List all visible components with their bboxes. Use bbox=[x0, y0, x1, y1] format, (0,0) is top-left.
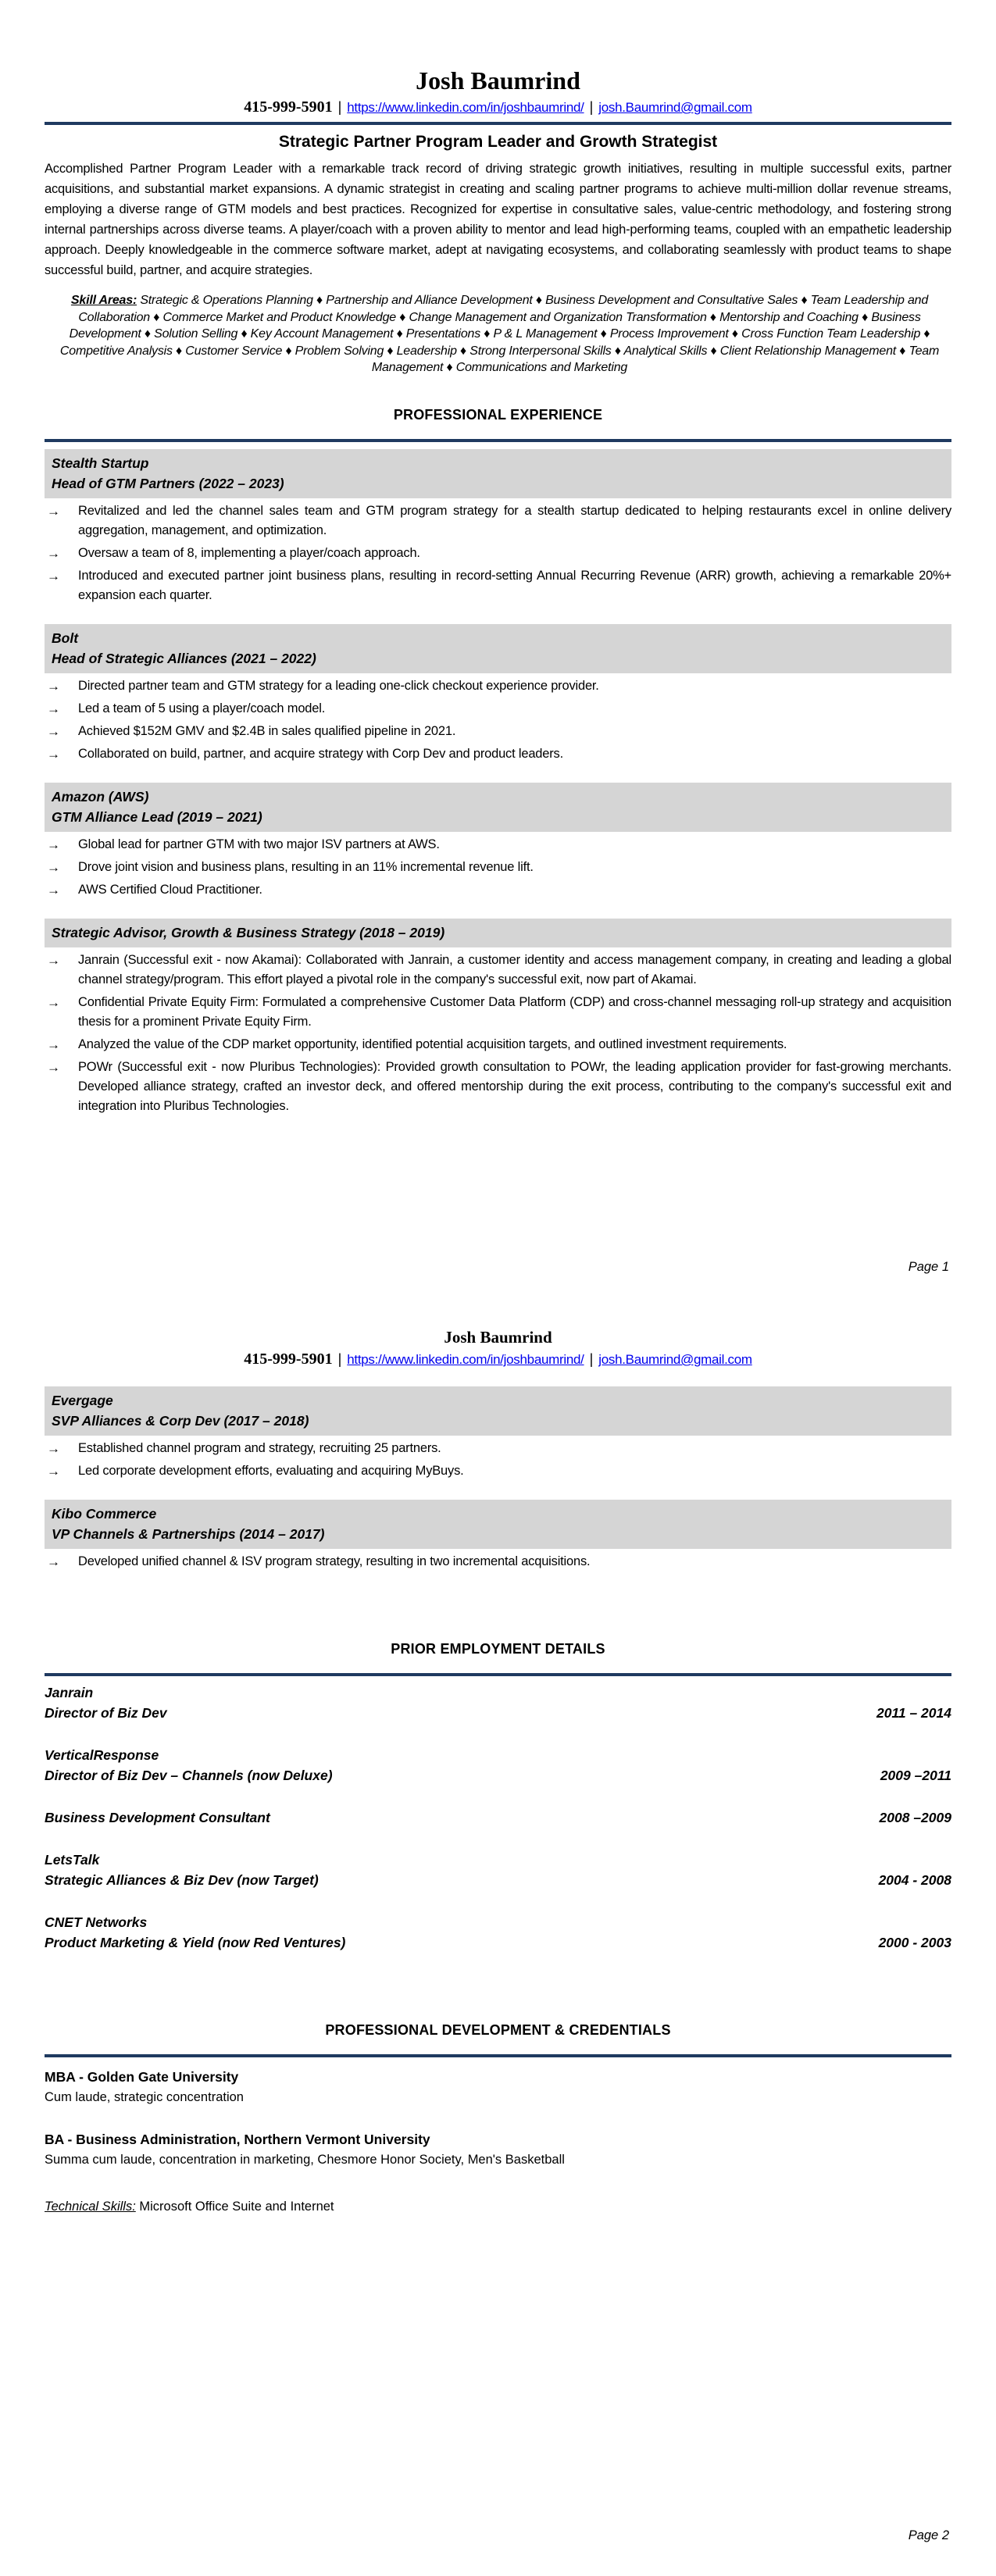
technical-skills-text: Microsoft Office Suite and Internet bbox=[135, 2200, 334, 2214]
bullet-text: POWr (Successful exit - now Pluribus Technologies): Provided growth consultation to POWr, the leading application provider for fast-growing merchants. Developed alliance strategy, crafted an investor deck, and offered mentorship during the exit process, contributing to the company's successful exit and integration into Pluribus Technologies. bbox=[78, 1059, 951, 1113]
bullet-item bbox=[45, 501, 951, 541]
job-role: Strategic Advisor, Growth & Business Strategy (2018 – 2019) bbox=[52, 924, 445, 940]
section-heading-prior-employment: PRIOR EMPLOYMENT DETAILS bbox=[391, 1641, 605, 1657]
phone-number: 415-999-5901 bbox=[244, 98, 333, 116]
bullet-item bbox=[45, 722, 951, 741]
arrow-bullet-icon: → bbox=[47, 952, 60, 968]
contact-line bbox=[45, 98, 951, 117]
bullet-item bbox=[45, 744, 951, 764]
job-role: GTM Alliance Lead (2019 – 2021) bbox=[52, 808, 262, 825]
contact-line bbox=[45, 1350, 951, 1369]
arrow-bullet-icon: → bbox=[47, 1441, 60, 1456]
bullet-text: Oversaw a team of 8, implementing a player/coach approach. bbox=[78, 545, 420, 560]
bullet-text: Confidential Private Equity Firm: Formulated a comprehensive Customer Data Platform (CDP) and cross-channel messaging roll-up strategy and acquisition thesis for a prominent Private Equity Firm. bbox=[78, 994, 951, 1029]
technical-skills-line bbox=[45, 2196, 951, 2217]
skill-areas-paragraph bbox=[55, 292, 944, 376]
prior-job-cnet-networks bbox=[45, 1912, 951, 1953]
section-heading-professional-experience: PROFESSIONAL EXPERIENCE bbox=[393, 406, 603, 423]
technical-skills-label: Technical Skills: bbox=[45, 2200, 136, 2214]
bullet-text: Drove joint vision and business plans, resulting in an 11% incremental revenue lift. bbox=[78, 859, 534, 874]
bullet-item bbox=[45, 858, 951, 877]
page-number: Page 1 bbox=[908, 1260, 949, 1274]
linkedin-link[interactable]: https://www.linkedin.com/in/joshbaumrind/ bbox=[347, 100, 584, 115]
arrow-bullet-icon: → bbox=[47, 994, 60, 1010]
bullet-text: Collaborated on build, partner, and acquire strategy with Corp Dev and product leaders. bbox=[78, 746, 563, 761]
job-header bbox=[45, 919, 951, 947]
arrow-bullet-icon: → bbox=[47, 678, 60, 694]
prior-dates: 2009 –2011 bbox=[880, 1768, 951, 1783]
section-heading-credentials: PROFESSIONAL DEVELOPMENT & CREDENTIALS bbox=[325, 2022, 671, 2038]
job-header bbox=[45, 783, 951, 832]
prior-company: VerticalResponse bbox=[45, 1747, 159, 1763]
bullet-text: Achieved $152M GMV and $2.4B in sales qualified pipeline in 2021. bbox=[78, 723, 456, 738]
arrow-bullet-icon: → bbox=[47, 1036, 60, 1052]
prior-role: Strategic Alliances & Biz Dev (now Target) bbox=[45, 1872, 319, 1888]
linkedin-link[interactable]: https://www.linkedin.com/in/joshbaumrind/ bbox=[347, 1352, 584, 1367]
arrow-bullet-icon: → bbox=[47, 837, 60, 852]
resume-name: Josh Baumrind bbox=[416, 66, 580, 95]
prior-dates: 2011 – 2014 bbox=[876, 1705, 951, 1721]
prior-role: Director of Biz Dev – Channels (now Deluxe) bbox=[45, 1768, 333, 1783]
resume-title: Strategic Partner Program Leader and Growth Strategist bbox=[278, 133, 718, 151]
degree-title: MBA - Golden Gate University bbox=[45, 2069, 239, 2085]
separator: | bbox=[337, 1351, 342, 1367]
prior-role: Director of Biz Dev bbox=[45, 1705, 167, 1721]
bullet-text: AWS Certified Cloud Practitioner. bbox=[78, 882, 262, 897]
separator: | bbox=[589, 99, 594, 115]
prior-job-janrain bbox=[45, 1682, 951, 1723]
bullet-item bbox=[45, 1461, 951, 1481]
arrow-bullet-icon: → bbox=[47, 701, 60, 716]
arrow-bullet-icon: → bbox=[47, 746, 60, 762]
page-number: Page 2 bbox=[908, 2528, 949, 2542]
arrow-bullet-icon: → bbox=[47, 503, 60, 519]
separator: | bbox=[589, 1351, 594, 1367]
summary-paragraph: Accomplished Partner Program Leader with a remarkable track record of driving strategic growth initiatives, resulting in multiple successful exits, partner acquisitions, and substantial market expansions. A dynamic strategist in creating and scaling partner programs to achieve multi-million dollar revenue streams, employing a diverse range of GTM models and best practices. Recognized for expertise in consultative sales, value-centric methodology, and fostering strong internal partnerships across diverse teams. A player/coach with a proven ability to mentor and lead high-performing teams, coupled with an empathetic leadership approach. Deeply knowledgeable in the commerce software market, adept at navigating ecosystems, and collaborating seamlessly with product teams to shape successful build, partner, and acquire strategies. bbox=[45, 162, 951, 277]
section-divider bbox=[45, 2054, 951, 2057]
bullet-item bbox=[45, 544, 951, 563]
arrow-bullet-icon: → bbox=[47, 1464, 60, 1479]
job-role: SVP Alliances & Corp Dev (2017 – 2018) bbox=[52, 1413, 309, 1429]
bullet-text: Developed unified channel & ISV program strategy, resulting in two incremental acquisitions. bbox=[78, 1554, 591, 1568]
section-divider bbox=[45, 439, 951, 442]
arrow-bullet-icon: → bbox=[47, 882, 60, 897]
job-header bbox=[45, 449, 951, 498]
bullet-text: Introduced and executed partner joint business plans, resulting in record-setting Annual Recurring Revenue (ARR) growth, achieving a remarkable 20%+ expansion each quarter. bbox=[78, 568, 951, 602]
arrow-bullet-icon: → bbox=[47, 1554, 60, 1569]
bullet-text: Analyzed the value of the CDP market opportunity, identified potential acquisition targets, and outlined investment requirements. bbox=[78, 1036, 787, 1051]
job-stealth-startup bbox=[45, 449, 951, 605]
bullet-text: Directed partner team and GTM strategy for a leading one-click checkout experience provider. bbox=[78, 678, 599, 693]
prior-employment-list bbox=[45, 1682, 951, 1953]
bullet-text: Global lead for partner GTM with two major ISV partners at AWS. bbox=[78, 837, 440, 851]
prior-company: Janrain bbox=[45, 1685, 94, 1700]
bullet-item bbox=[45, 951, 951, 990]
job-amazon-aws bbox=[45, 783, 951, 900]
bullet-item bbox=[45, 1439, 951, 1458]
bullet-text: Revitalized and led the channel sales team and GTM program strategy for a stealth startup dedicated to helping restaurants excel in online delivery aggregation, management, and optimization. bbox=[78, 503, 951, 537]
skill-areas-list: Strategic & Operations Planning ♦ Partnership and Alliance Development ♦ Business Development and Consultative Sales ♦ Team Leadership and Collaboration ♦ Commerce Market and Product Knowledge ♦ Change Management and Organization Transformation ♦ Mentorship and Coaching ♦ Business Development ♦ Solution Selling ♦ Key Account Management ♦ Presentations ♦ P & L Management ♦ Process Improvement ♦ Cross Function Team Leadership ♦ Competitive Analysis ♦ Customer Service ♦ Problem Solving ♦ Leadership ♦ Strong Interpersonal Skills ♦ Analytical Skills ♦ Client Relationship Management ♦ Team Management ♦ Communications and Marketing bbox=[59, 294, 940, 374]
prior-job-letstalk bbox=[45, 1850, 951, 1890]
education-ba bbox=[45, 2129, 951, 2170]
prior-role: Product Marketing & Yield (now Red Ventures) bbox=[45, 1935, 346, 1950]
prior-job-verticalresponse bbox=[45, 1745, 951, 1786]
job-role: Head of Strategic Alliances (2021 – 2022) bbox=[52, 650, 316, 666]
job-company: Amazon (AWS) bbox=[52, 788, 149, 805]
job-strategic-advisor bbox=[45, 919, 951, 1116]
skill-areas-label: Skill Areas: bbox=[70, 294, 137, 307]
separator: | bbox=[337, 99, 342, 115]
job-bolt bbox=[45, 624, 951, 764]
education-mba bbox=[45, 2067, 951, 2107]
job-role: VP Channels & Partnerships (2014 – 2017) bbox=[52, 1526, 325, 1542]
job-company: Kibo Commerce bbox=[52, 1506, 157, 1522]
bullet-item bbox=[45, 880, 951, 900]
degree-detail: Summa cum laude, concentration in marketing, Chesmore Honor Society, Men's Basketball bbox=[45, 2153, 565, 2167]
email-link[interactable]: josh.Baumrind@gmail.com bbox=[598, 1352, 752, 1367]
prior-dates: 2004 - 2008 bbox=[878, 1872, 951, 1888]
bullet-item bbox=[45, 566, 951, 605]
bullet-item bbox=[45, 1058, 951, 1116]
job-kibo-commerce bbox=[45, 1500, 951, 1572]
job-role: Head of GTM Partners (2022 – 2023) bbox=[52, 475, 284, 491]
degree-title: BA - Business Administration, Northern Vermont University bbox=[45, 2132, 430, 2147]
prior-company: CNET Networks bbox=[45, 1914, 148, 1930]
phone-number: 415-999-5901 bbox=[244, 1350, 333, 1368]
job-company: Bolt bbox=[52, 630, 79, 646]
prior-job-bizdev-consultant bbox=[45, 1807, 951, 1828]
prior-dates: 2008 –2009 bbox=[879, 1810, 951, 1825]
bullet-item bbox=[45, 1552, 951, 1572]
bullet-item bbox=[45, 835, 951, 855]
job-company: Stealth Startup bbox=[52, 455, 149, 471]
arrow-bullet-icon: → bbox=[47, 723, 60, 739]
job-company: Evergage bbox=[52, 1393, 113, 1408]
job-header bbox=[45, 1500, 951, 1549]
header-divider bbox=[45, 122, 951, 125]
arrow-bullet-icon: → bbox=[47, 1059, 60, 1075]
bullet-item bbox=[45, 993, 951, 1032]
arrow-bullet-icon: → bbox=[47, 545, 60, 561]
bullet-text: Established channel program and strategy, recruiting 25 partners. bbox=[78, 1441, 441, 1455]
job-evergage bbox=[45, 1386, 951, 1481]
bullet-text: Led a team of 5 using a player/coach model. bbox=[78, 701, 326, 715]
email-link[interactable]: josh.Baumrind@gmail.com bbox=[598, 100, 752, 115]
bullet-item bbox=[45, 699, 951, 719]
bullet-text: Led corporate development efforts, evaluating and acquiring MyBuys. bbox=[78, 1464, 464, 1478]
prior-role: Business Development Consultant bbox=[45, 1810, 270, 1825]
bullet-item bbox=[45, 1035, 951, 1054]
arrow-bullet-icon: → bbox=[47, 859, 60, 875]
prior-company: LetsTalk bbox=[45, 1852, 100, 1868]
section-divider bbox=[45, 1673, 951, 1676]
job-header bbox=[45, 624, 951, 673]
arrow-bullet-icon: → bbox=[47, 568, 60, 583]
degree-detail: Cum laude, strategic concentration bbox=[45, 2090, 244, 2104]
bullet-text: Janrain (Successful exit - now Akamai): Collaborated with Janrain, a customer identity and access management company, in creating and leading a global channel strategy/program. This effort played a pivotal role in the company's successful exit, now part of Akamai. bbox=[78, 952, 951, 987]
prior-dates: 2000 - 2003 bbox=[878, 1935, 951, 1950]
resume-name: Josh Baumrind bbox=[444, 1328, 552, 1347]
resume-page-2 bbox=[0, 1288, 996, 2576]
job-header bbox=[45, 1386, 951, 1436]
bullet-item bbox=[45, 676, 951, 696]
